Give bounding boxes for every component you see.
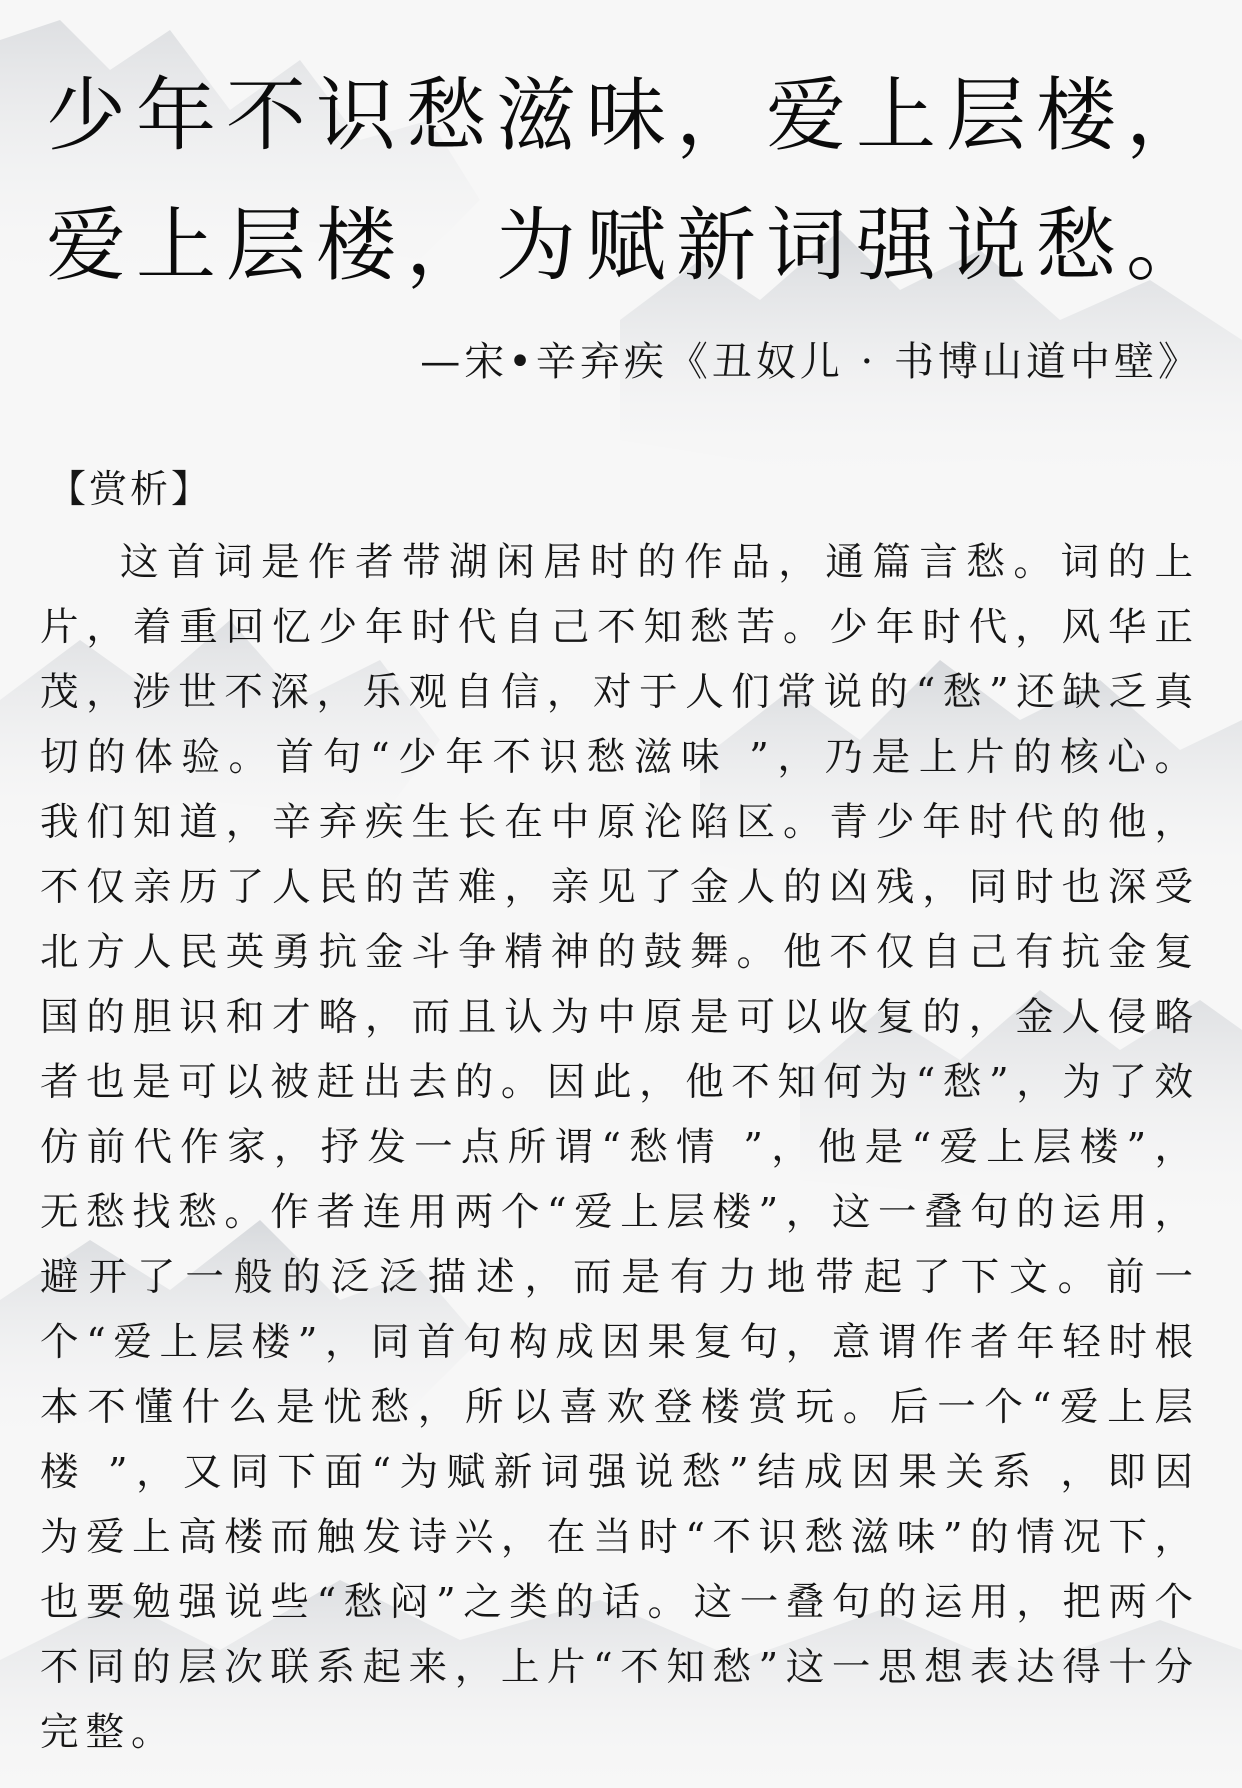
poem-line-2: 爱上层楼，为赋新词强说愁。 bbox=[46, 199, 1216, 292]
poem-line-1: 少年不识愁滋味，爱上层楼， bbox=[46, 69, 1216, 162]
poem-attribution: —宋•辛弃疾《丑奴儿 · 书博山道中壁》 bbox=[420, 339, 1202, 385]
analysis-body: 这首词是作者带湖闲居时的作品，通篇言愁。词的上片，着重回忆少年时代自己不知愁苦。少年时代，风华正茂，涉世不深，乐观自信，对于人们常说的“愁”还缺乏真切的体验。首句“少年不识愁滋味 ”，乃是上片的核心。我们知道，辛弃疾生长在中原沦陷区。青少年时代的他，不仅亲历了人民的苦难，亲见了金人的凶残，同时也深受北方人民英勇抗金斗争精神的鼓舞。他不仅自己有抗金复国的胆识和才略，而且认为中原是可以收复的，金人侵略者也是可以被赶出去的。因此，他不知何为“愁”，为了效仿前代作家，抒发一点所谓“愁情 ”，他是“爱上层楼”，无愁找愁。作者连用两个“爱上层楼”，这一叠句的运用，避开了一般的泛泛描述，而是有力地带起了下文。前一个“爱上层楼”，同首句构成因果复句，意谓作者年轻时根本不懂什么是忧愁，所以喜欢登楼赏玩。后一个“爱上层楼 ”，又同下面“为赋新词强说愁”结成因果关系 ，即因为爱上高楼而触发诗兴，在当时“不识愁滋味”的情况下，也要勉强说些“愁闷”之类的话。这一叠句的运用，把两个不同的层次联系起来，上片“不知愁”这一思想表达得十分完整。 bbox=[40, 540, 1200, 1755]
analysis-heading: 【赏析】 bbox=[48, 467, 213, 511]
